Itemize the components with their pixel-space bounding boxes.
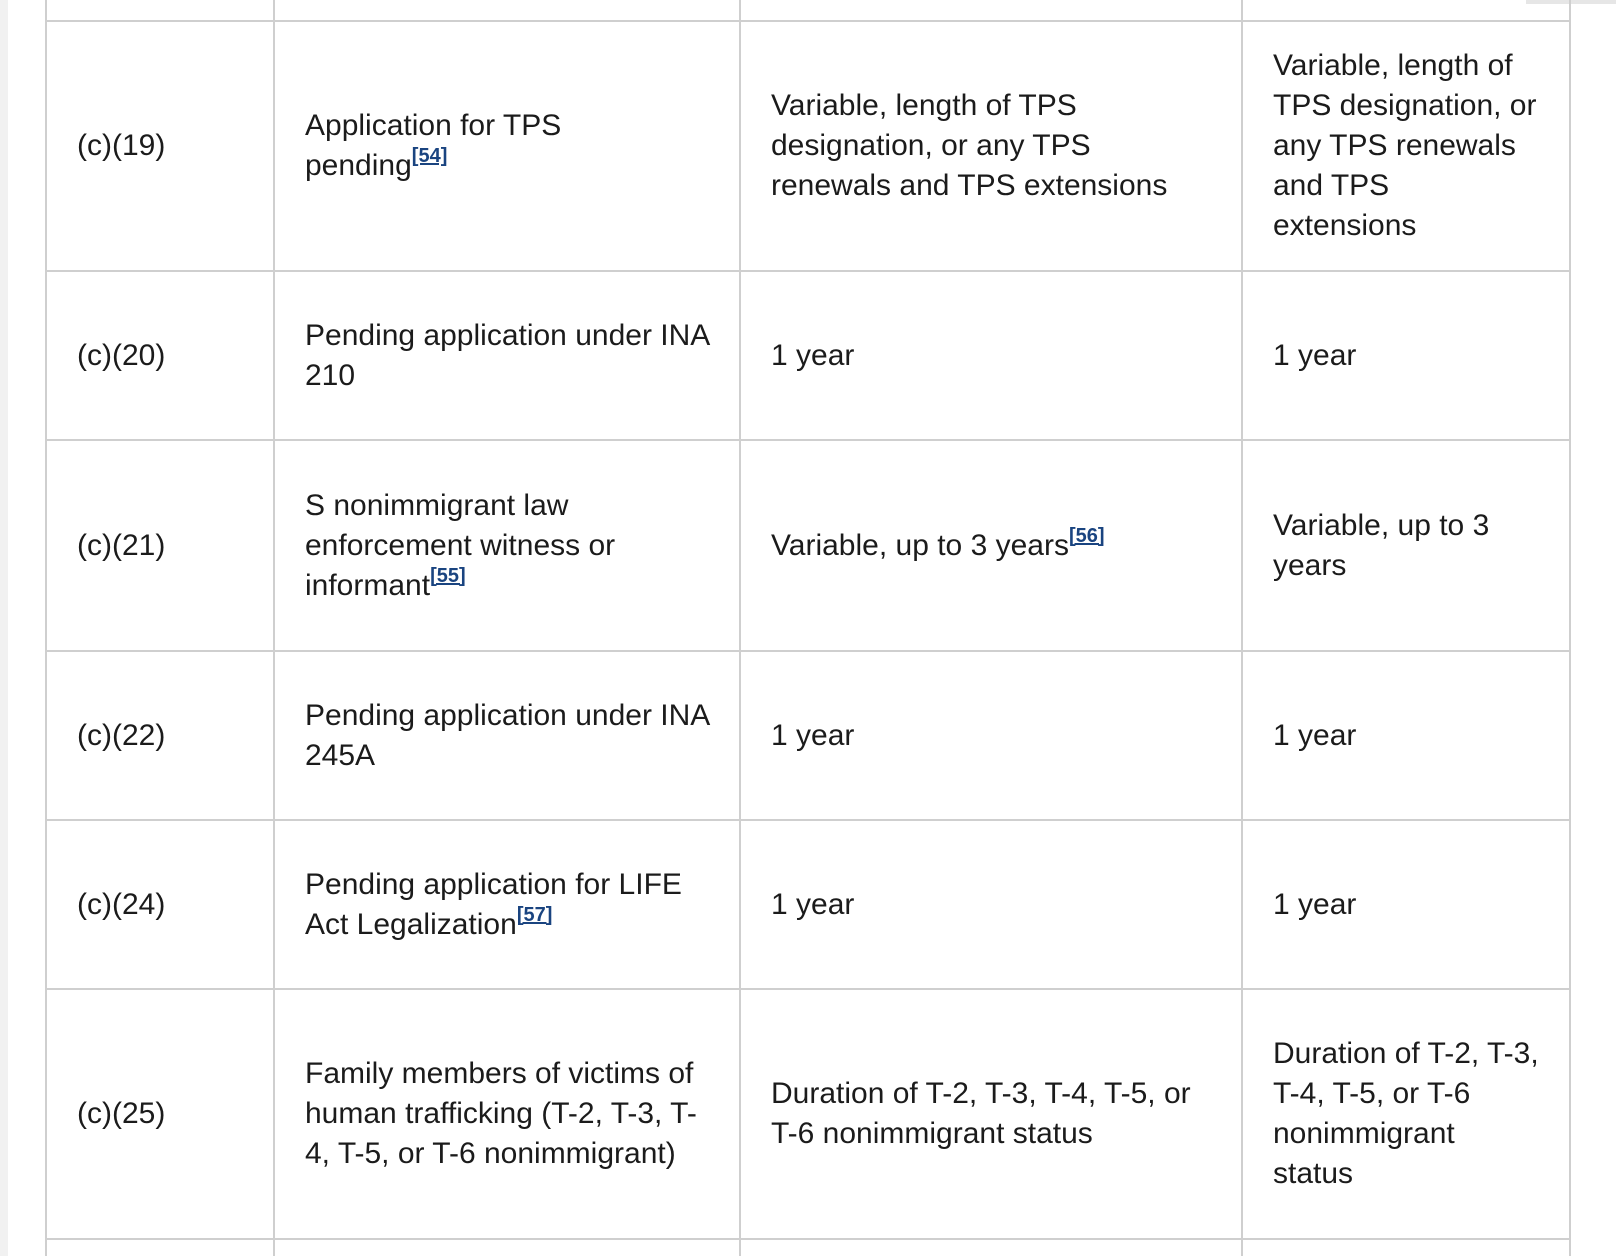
initial-validity-cell [740, 820, 1242, 989]
initial-validity-text: Duration of T-2, T-3, T-4, T-5, or T-6 nonimmigrant status [771, 1077, 1191, 1150]
renewal-validity-text: Duration of T-2, T-3, T-4, T-5, or T-6 nonimmigrant status [1273, 1037, 1539, 1190]
table-cell [46, 1239, 274, 1256]
renewal-validity-text: Variable, length of TPS designation, or any TPS renewals and TPS extensions [1273, 49, 1537, 242]
initial-validity-text: Variable, up to 3 years [771, 528, 1069, 562]
table-row [46, 651, 1570, 820]
description-text: Application for TPS pending [305, 109, 562, 182]
category-code-cell [46, 820, 274, 989]
description-cell [274, 21, 740, 271]
initial-validity-text: 1 year [771, 338, 855, 372]
category-code: (c)(19) [77, 129, 166, 162]
initial-validity-cell [740, 651, 1242, 820]
description-cell [274, 651, 740, 820]
renewal-validity-cell [1242, 271, 1570, 440]
footnote-link[interactable]: [56] [1068, 524, 1105, 547]
category-code-cell [46, 651, 274, 820]
table-cell [274, 0, 740, 21]
description-cell [274, 271, 740, 440]
initial-validity-cell [740, 271, 1242, 440]
category-code: (c)(24) [77, 887, 166, 921]
table-cell [274, 1239, 740, 1256]
description-text: Pending application under INA 245A [305, 698, 709, 772]
renewal-validity-text: 1 year [1273, 887, 1357, 921]
description-text: Pending application under INA 210 [305, 318, 709, 392]
description-cell [274, 989, 740, 1239]
renewal-validity-cell [1242, 440, 1570, 651]
description-cell [274, 820, 740, 989]
initial-validity-text: Variable, length of TPS designation, or any TPS renewals and TPS extensions [771, 89, 1168, 202]
table-row-previous [46, 0, 1570, 21]
category-code: (c)(25) [77, 1097, 166, 1130]
table-cell [740, 1239, 1242, 1256]
table-cell [46, 0, 274, 21]
initial-validity-text: 1 year [771, 887, 855, 921]
category-code: (c)(20) [77, 338, 166, 372]
description-text: Pending application for LIFE Act Legalization [305, 867, 682, 941]
category-code-cell [46, 440, 274, 651]
renewal-validity-cell [1242, 820, 1570, 989]
description-text: Family members of victims of human trafficking (T-2, T-3, T-4, T-5, or T-6 nonimmigrant) [305, 1057, 697, 1170]
page-left-gutter [0, 0, 8, 1256]
footnote-link[interactable]: [54] [411, 145, 448, 167]
description-cell [274, 440, 740, 651]
category-code-cell [46, 989, 274, 1239]
table-cell [740, 0, 1242, 21]
table-row-next [46, 1239, 1570, 1256]
category-code: (c)(22) [77, 718, 166, 752]
initial-validity-cell [740, 21, 1242, 271]
category-code-cell [46, 21, 274, 271]
renewal-validity-cell [1242, 651, 1570, 820]
initial-validity-text: 1 year [771, 718, 855, 752]
eligibility-category-table [45, 0, 1571, 1256]
footnote-link[interactable]: [57] [516, 903, 553, 926]
table-row [46, 271, 1570, 440]
initial-validity-cell [740, 440, 1242, 651]
table-row [46, 989, 1570, 1239]
renewal-validity-text: 1 year [1273, 718, 1357, 752]
renewal-validity-cell [1242, 989, 1570, 1239]
table-row [46, 21, 1570, 271]
category-code: (c)(21) [77, 528, 166, 562]
table-cell [1242, 1239, 1570, 1256]
table-row [46, 820, 1570, 989]
renewal-validity-text: 1 year [1273, 338, 1357, 372]
description-text: S nonimmigrant law enforcement witness or informant [305, 488, 616, 602]
renewal-validity-cell [1242, 21, 1570, 271]
table-row [46, 440, 1570, 651]
table-cell [1242, 0, 1570, 21]
renewal-validity-text: Variable, up to 3 years [1273, 508, 1490, 582]
category-code-cell [46, 271, 274, 440]
initial-validity-cell [740, 989, 1242, 1239]
footnote-link[interactable]: [55] [430, 564, 466, 587]
